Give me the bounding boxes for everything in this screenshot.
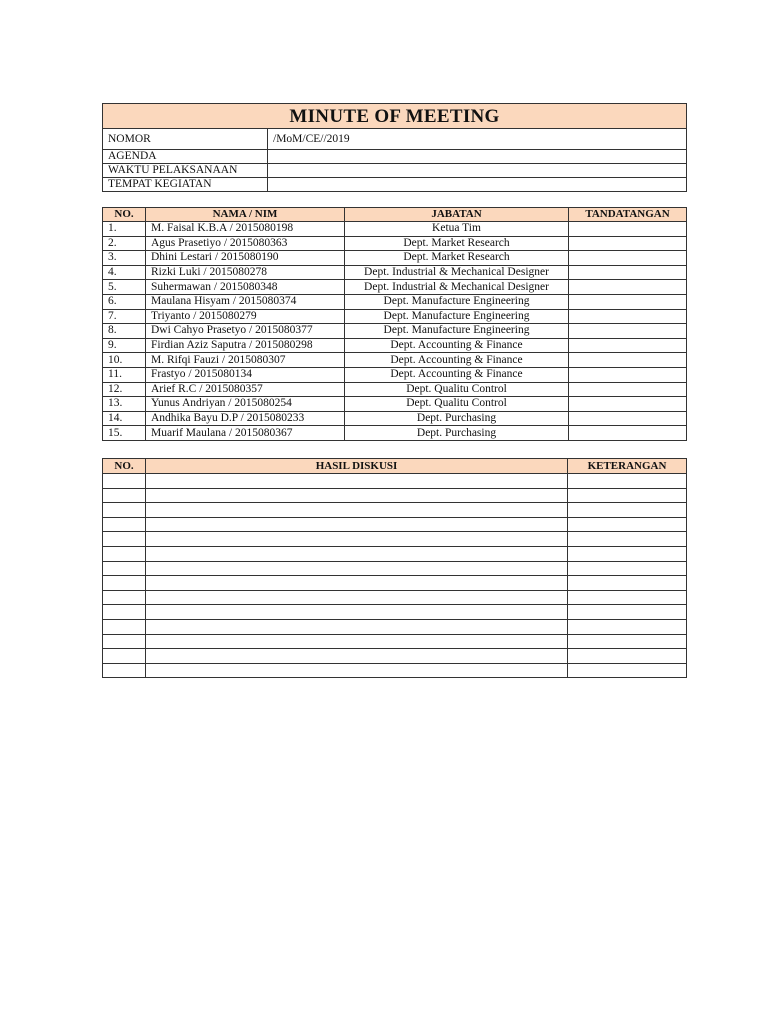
attendance-nama: Dhini Lestari / 2015080190 [146,251,345,266]
discussion-keterangan-cell[interactable] [568,576,687,591]
attendance-row [103,411,687,426]
discussion-hasil-cell[interactable] [146,590,568,605]
attendance-row [103,294,687,309]
attendance-row [103,324,687,339]
attendance-nama: Arief R.C / 2015080357 [146,382,345,397]
attendance-row [103,265,687,280]
waktu-label: WAKTU PELAKSANAAN [103,164,268,178]
attendance-signature-cell[interactable] [569,236,687,251]
attendance-no: 15. [103,426,146,441]
col-hasil-diskusi: HASIL DISKUSI [146,459,568,474]
document-title: MINUTE OF MEETING [103,104,687,129]
nomor-label: NOMOR [103,129,268,150]
attendance-nama: Muarif Maulana / 2015080367 [146,426,345,441]
attendance-signature-cell[interactable] [569,397,687,412]
attendance-row [103,280,687,295]
discussion-no-cell[interactable] [103,634,146,649]
discussion-row [103,488,687,503]
discussion-row [103,561,687,576]
discussion-no-cell[interactable] [103,605,146,620]
discussion-no-cell[interactable] [103,663,146,678]
discussion-no-cell[interactable] [103,546,146,561]
attendance-signature-cell[interactable] [569,309,687,324]
nomor-value[interactable] [268,129,687,150]
attendance-signature-cell[interactable] [569,426,687,441]
attendance-no: 5. [103,280,146,295]
attendance-jabatan: Dept. Purchasing [345,426,569,441]
agenda-value[interactable] [268,150,687,164]
discussion-keterangan-cell[interactable] [568,561,687,576]
tempat-label: TEMPAT KEGIATAN [103,178,268,192]
discussion-row [103,503,687,518]
attendance-jabatan: Dept. Market Research [345,251,569,266]
discussion-row [103,619,687,634]
attendance-signature-cell[interactable] [569,382,687,397]
attendance-signature-cell[interactable] [569,251,687,266]
discussion-no-cell[interactable] [103,474,146,489]
attendance-header-row [103,208,687,222]
agenda-label: AGENDA [103,150,268,164]
attendance-jabatan: Ketua Tim [345,222,569,237]
discussion-row [103,517,687,532]
attendance-no: 10. [103,353,146,368]
discussion-keterangan-cell[interactable] [568,532,687,547]
discussion-keterangan-cell[interactable] [568,546,687,561]
discussion-keterangan-cell[interactable] [568,619,687,634]
discussion-keterangan-cell[interactable] [568,649,687,664]
attendance-no: 4. [103,265,146,280]
discussion-hasil-cell[interactable] [146,634,568,649]
discussion-hasil-cell[interactable] [146,561,568,576]
attendance-no: 14. [103,411,146,426]
tempat-value[interactable] [268,178,687,192]
attendance-jabatan: Dept. Market Research [345,236,569,251]
attendance-signature-cell[interactable] [569,280,687,295]
attendance-jabatan: Dept. Manufacture Engineering [345,324,569,339]
meeting-header-table [102,103,687,192]
discussion-hasil-cell[interactable] [146,503,568,518]
attendance-row [103,353,687,368]
discussion-hasil-cell[interactable] [146,576,568,591]
discussion-keterangan-cell[interactable] [568,488,687,503]
discussion-table [102,458,687,678]
attendance-signature-cell[interactable] [569,353,687,368]
attendance-signature-cell[interactable] [569,324,687,339]
discussion-no-cell[interactable] [103,561,146,576]
attendance-row [103,338,687,353]
discussion-keterangan-cell[interactable] [568,605,687,620]
attendance-no: 12. [103,382,146,397]
attendance-no: 11. [103,367,146,382]
discussion-hasil-cell[interactable] [146,663,568,678]
attendance-signature-cell[interactable] [569,294,687,309]
discussion-row [103,663,687,678]
attendance-no: 1. [103,222,146,237]
col-tandatangan: TANDATANGAN [569,208,687,222]
discussion-no-cell[interactable] [103,517,146,532]
discussion-hasil-cell[interactable] [146,488,568,503]
discussion-keterangan-cell[interactable] [568,590,687,605]
discussion-row [103,576,687,591]
attendance-no: 2. [103,236,146,251]
attendance-jabatan: Dept. Accounting & Finance [345,353,569,368]
attendance-no: 3. [103,251,146,266]
discussion-keterangan-cell[interactable] [568,634,687,649]
attendance-nama: Agus Prasetiyo / 2015080363 [146,236,345,251]
discussion-row [103,590,687,605]
discussion-no-cell[interactable] [103,590,146,605]
attendance-nama: Yunus Andriyan / 2015080254 [146,397,345,412]
attendance-nama: Maulana Hisyam / 2015080374 [146,294,345,309]
discussion-row [103,474,687,489]
attendance-row [103,397,687,412]
attendance-signature-cell[interactable] [569,338,687,353]
discussion-hasil-cell[interactable] [146,605,568,620]
attendance-jabatan: Dept. Accounting & Finance [345,338,569,353]
discussion-keterangan-cell[interactable] [568,474,687,489]
attendance-signature-cell[interactable] [569,265,687,280]
discussion-row [103,546,687,561]
attendance-no: 7. [103,309,146,324]
attendance-row [103,367,687,382]
attendance-nama: Frastyo / 2015080134 [146,367,345,382]
discussion-no-cell[interactable] [103,619,146,634]
discussion-row [103,649,687,664]
discussion-row [103,634,687,649]
attendance-jabatan: Dept. Qualitu Control [345,382,569,397]
attendance-no: 6. [103,294,146,309]
attendance-row [103,309,687,324]
attendance-nama: Triyanto / 2015080279 [146,309,345,324]
attendance-nama: Andhika Bayu D.P / 2015080233 [146,411,345,426]
attendance-signature-cell[interactable] [569,367,687,382]
discussion-hasil-cell[interactable] [146,532,568,547]
col-no: NO. [103,459,146,474]
col-keterangan: KETERANGAN [568,459,687,474]
waktu-value[interactable] [268,164,687,178]
discussion-keterangan-cell[interactable] [568,503,687,518]
discussion-no-cell[interactable] [103,503,146,518]
col-nama: NAMA / NIM [146,208,345,222]
col-jabatan: JABATAN [345,208,569,222]
attendance-nama: M. Faisal K.B.A / 2015080198 [146,222,345,237]
discussion-no-cell[interactable] [103,488,146,503]
discussion-hasil-cell[interactable] [146,474,568,489]
attendance-jabatan: Dept. Industrial & Mechanical Designer [345,280,569,295]
attendance-nama: M. Rifqi Fauzi / 2015080307 [146,353,345,368]
nomor-part-1: /MoM/CE/ [273,132,324,145]
attendance-jabatan: Dept. Qualitu Control [345,397,569,412]
discussion-header-row [103,459,687,474]
attendance-row [103,251,687,266]
discussion-no-cell[interactable] [103,649,146,664]
attendance-jabatan: Dept. Accounting & Finance [345,367,569,382]
attendance-nama: Suhermawan / 2015080348 [146,280,345,295]
attendance-row [103,236,687,251]
attendance-signature-cell[interactable] [569,411,687,426]
attendance-jabatan: Dept. Manufacture Engineering [345,309,569,324]
attendance-row [103,382,687,397]
discussion-hasil-cell[interactable] [146,546,568,561]
discussion-hasil-cell[interactable] [146,619,568,634]
attendance-nama: Rizki Luki / 2015080278 [146,265,345,280]
discussion-hasil-cell[interactable] [146,517,568,532]
attendance-row [103,426,687,441]
attendance-jabatan: Dept. Manufacture Engineering [345,294,569,309]
attendance-table [102,207,687,441]
discussion-hasil-cell[interactable] [146,649,568,664]
discussion-no-cell[interactable] [103,576,146,591]
attendance-no: 9. [103,338,146,353]
col-no: NO. [103,208,146,222]
attendance-signature-cell[interactable] [569,222,687,237]
discussion-keterangan-cell[interactable] [568,517,687,532]
attendance-nama: Firdian Aziz Saputra / 2015080298 [146,338,345,353]
attendance-no: 13. [103,397,146,412]
attendance-row [103,222,687,237]
nomor-part-2: /2019 [323,132,350,145]
discussion-row [103,605,687,620]
discussion-row [103,532,687,547]
attendance-nama: Dwi Cahyo Prasetyo / 2015080377 [146,324,345,339]
discussion-keterangan-cell[interactable] [568,663,687,678]
attendance-no: 8. [103,324,146,339]
attendance-jabatan: Dept. Purchasing [345,411,569,426]
attendance-jabatan: Dept. Industrial & Mechanical Designer [345,265,569,280]
discussion-no-cell[interactable] [103,532,146,547]
